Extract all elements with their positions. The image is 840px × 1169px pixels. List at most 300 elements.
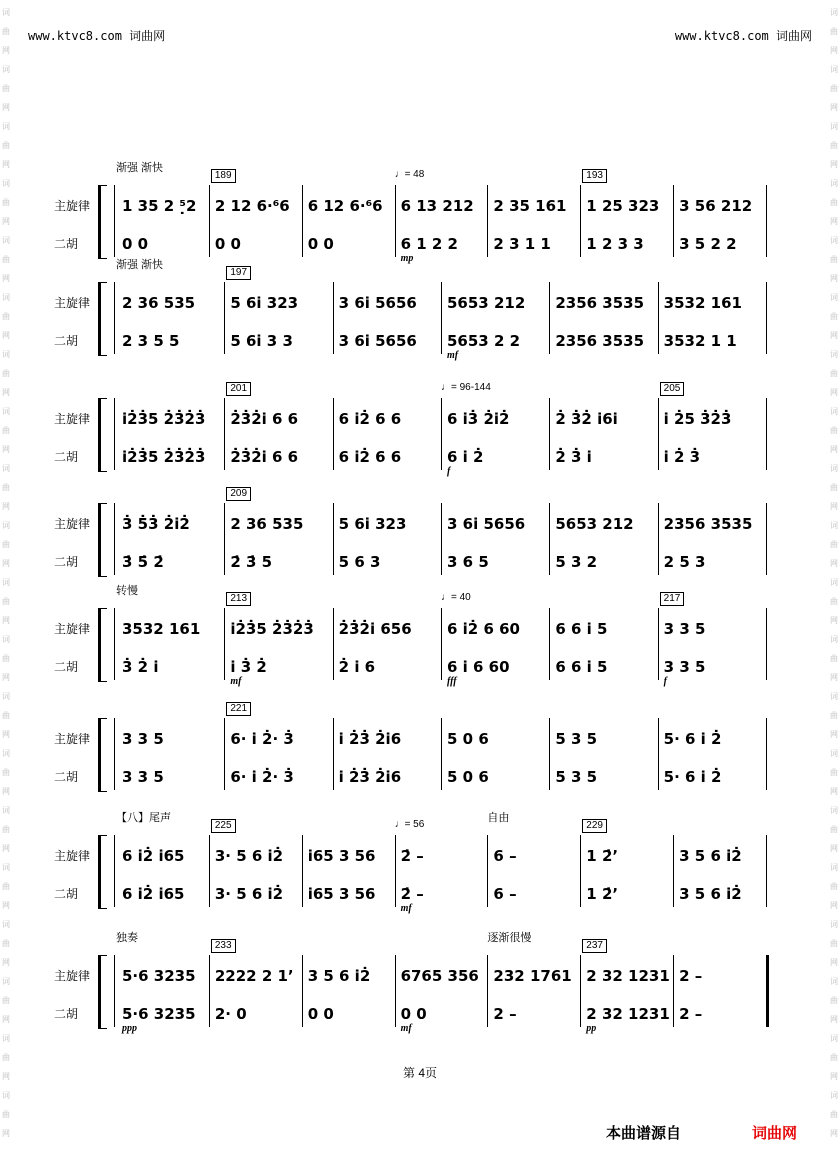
watermark-char: 词 xyxy=(830,464,838,473)
watermark-char: 词 xyxy=(2,65,10,74)
label-main-melody: 主旋律 xyxy=(54,517,91,531)
main-measure: 2356 3535 xyxy=(555,294,645,312)
erhu-measure: 2 – xyxy=(679,1005,703,1023)
main-measure: 3 6i 5656 xyxy=(338,294,417,312)
watermark-char: 网 xyxy=(2,388,10,397)
measure-number: 221 xyxy=(226,702,251,716)
erhu-measure: 0 0 xyxy=(400,1005,427,1023)
watermark-char: 网 xyxy=(830,331,838,340)
barline xyxy=(395,835,396,907)
header-site-right[interactable]: www.ktvc8.com 词曲网 xyxy=(674,29,812,43)
main-measure: 5·6 3235 xyxy=(122,967,196,985)
barline xyxy=(441,398,442,470)
watermark-char: 词 xyxy=(830,293,838,302)
erhu-measure: 2356 3535 xyxy=(555,332,645,350)
main-measure: 3 56 212 xyxy=(679,197,753,215)
expression-text: 转慢 xyxy=(116,585,138,597)
erhu-measure: 6 i 6 60 xyxy=(447,658,510,676)
watermark-char: 曲 xyxy=(2,1053,10,1062)
erhu-measure: 5 3 5 xyxy=(555,768,598,786)
watermark-char: 曲 xyxy=(2,483,10,492)
watermark-char: 网 xyxy=(2,331,10,340)
label-main-melody: 主旋律 xyxy=(54,296,91,310)
watermark-char: 网 xyxy=(830,1072,838,1081)
erhu-measure: 0 0 xyxy=(307,235,334,253)
barline xyxy=(658,608,659,680)
barline xyxy=(209,185,210,257)
watermark-char: 词 xyxy=(2,920,10,929)
barline xyxy=(766,955,769,1027)
watermark-char: 曲 xyxy=(2,141,10,150)
watermark-char: 网 xyxy=(2,46,10,55)
erhu-measure: 5 6 3 xyxy=(338,553,381,571)
erhu-measure: 6· i 2̇· 3̇ xyxy=(230,768,294,786)
expression-text: 逐渐很慢 xyxy=(487,932,532,944)
watermark-char: 曲 xyxy=(830,597,838,606)
system-brace xyxy=(98,185,107,259)
main-measure: 5653 212 xyxy=(555,515,634,533)
main-measure: 3 3 5 xyxy=(122,730,164,748)
watermark-char: 曲 xyxy=(2,939,10,948)
watermark-char: 词 xyxy=(830,806,838,815)
erhu-measure: 2̇ – xyxy=(400,885,424,903)
watermark-char: 曲 xyxy=(830,711,838,720)
tempo-marking: ♩= 56 xyxy=(394,819,425,830)
watermark-char: 曲 xyxy=(2,84,10,93)
erhu-measure: 2 3 1 1 xyxy=(493,235,551,253)
barline xyxy=(487,955,488,1027)
watermark-char: 词 xyxy=(830,407,838,416)
watermark-char: 网 xyxy=(830,445,838,454)
watermark-char: 词 xyxy=(2,578,10,587)
watermark-char: 词 xyxy=(2,1034,10,1043)
barline xyxy=(658,503,659,575)
watermark-char: 网 xyxy=(830,1129,838,1138)
barline xyxy=(441,503,442,575)
system-brace xyxy=(98,282,107,356)
system-brace xyxy=(98,503,107,577)
header-site-left[interactable]: www.ktvc8.com 词曲网 xyxy=(28,29,166,43)
dynamic-marking: mf xyxy=(400,1023,412,1034)
erhu-measure: 0 0 xyxy=(122,235,149,253)
watermark-char: 网 xyxy=(830,901,838,910)
main-measure: 2 35 161 xyxy=(493,197,567,215)
main-measure: 3 5 6 i2̇ xyxy=(307,967,371,985)
dynamic-marking: mf xyxy=(400,903,412,914)
watermark-char: 网 xyxy=(830,559,838,568)
watermark-char: 词 xyxy=(2,122,10,131)
measure-number: 205 xyxy=(660,382,685,396)
tempo-marking: ♩= 48 xyxy=(394,169,425,180)
main-measure: 2356 3535 xyxy=(663,515,753,533)
tempo-marking: ♩= 40 xyxy=(441,592,471,603)
barline xyxy=(209,955,210,1027)
watermark-char: 词 xyxy=(830,692,838,701)
watermark-char: 曲 xyxy=(830,825,838,834)
watermark-char: 网 xyxy=(830,103,838,112)
watermark-char: 网 xyxy=(830,388,838,397)
main-measure: 3̇ 5̇3̇ 2̇i2̇ xyxy=(122,515,190,533)
erhu-measure: i 3̇ 2̇ xyxy=(230,658,267,676)
barline xyxy=(580,955,581,1027)
watermark-char: 曲 xyxy=(2,996,10,1005)
watermark-char: 词 xyxy=(830,977,838,986)
watermark-char: 曲 xyxy=(2,198,10,207)
watermark-char: 网 xyxy=(2,559,10,568)
erhu-measure: 5 0 6 xyxy=(447,768,489,786)
main-measure: 5 0 6 xyxy=(447,730,489,748)
label-main-melody: 主旋律 xyxy=(54,622,91,636)
label-erhu: 二胡 xyxy=(54,555,79,569)
main-measure: i 2̇5 3̇2̇3̇ xyxy=(663,410,732,428)
barline xyxy=(333,282,334,354)
watermark-char: 词 xyxy=(2,806,10,815)
barline xyxy=(487,835,488,907)
barline xyxy=(114,835,115,907)
barline xyxy=(549,398,550,470)
watermark-char: 词 xyxy=(2,1091,10,1100)
barline xyxy=(114,282,115,354)
watermark-char: 词 xyxy=(830,920,838,929)
barline xyxy=(224,503,225,575)
barline xyxy=(549,608,550,680)
erhu-measure: 3 5 6 i2̇ xyxy=(679,885,742,903)
watermark-char: 曲 xyxy=(830,84,838,93)
tempo-marking: ♩= 96-144 xyxy=(441,382,491,393)
watermark-char: 网 xyxy=(830,787,838,796)
dynamic-marking: f xyxy=(663,676,667,687)
system-brace xyxy=(98,835,107,909)
watermark-char: 曲 xyxy=(830,426,838,435)
expression-text: 【八】尾声 xyxy=(116,812,171,824)
main-measure: i2̇3̇5 2̇3̇2̇3̇ xyxy=(230,620,314,638)
watermark-char: 曲 xyxy=(830,768,838,777)
erhu-measure: 2 – xyxy=(493,1005,517,1023)
barline xyxy=(766,718,767,790)
erhu-measure: 5 3 2 xyxy=(555,553,598,571)
watermark-char: 网 xyxy=(2,958,10,967)
watermark-char: 曲 xyxy=(2,255,10,264)
erhu-measure: 5 6i 3 3 xyxy=(230,332,293,350)
main-measure: 2 36 535 xyxy=(230,515,304,533)
erhu-measure: 6 – xyxy=(493,885,517,903)
main-measure: 232 1761 xyxy=(493,967,572,985)
watermark-char: 词 xyxy=(830,65,838,74)
barline xyxy=(224,398,225,470)
watermark-char: 网 xyxy=(830,673,838,682)
barline xyxy=(302,185,303,257)
main-measure: 6765 356 xyxy=(400,967,479,985)
watermark-char: 词 xyxy=(830,350,838,359)
barline xyxy=(658,282,659,354)
erhu-measure: 2 32 1231 xyxy=(586,1005,670,1023)
main-measure: 3· 5 6 i2̇ xyxy=(214,847,284,865)
label-main-melody: 主旋律 xyxy=(54,849,91,863)
watermark-char: 网 xyxy=(830,274,838,283)
barline xyxy=(333,718,334,790)
barline xyxy=(114,955,115,1027)
erhu-measure: 3 3 5 xyxy=(663,658,706,676)
barline xyxy=(114,503,115,575)
measure-number: 189 xyxy=(211,169,236,183)
barline xyxy=(224,608,225,680)
main-measure: 6 i2̇ 6 60 xyxy=(447,620,520,638)
erhu-measure: 2 3 5 5 xyxy=(122,332,180,350)
barline xyxy=(673,835,674,907)
watermark-char: 词 xyxy=(2,635,10,644)
erhu-measure: 2̇ 3̇ 5 xyxy=(230,553,273,571)
expression-text: 渐强 渐快 xyxy=(116,259,164,271)
barline xyxy=(114,608,115,680)
watermark-char: 网 xyxy=(2,445,10,454)
watermark-char: 网 xyxy=(830,1015,838,1024)
main-measure: 3532 161 xyxy=(663,294,742,312)
watermark-char: 网 xyxy=(2,730,10,739)
watermark-char: 曲 xyxy=(2,312,10,321)
label-erhu: 二胡 xyxy=(54,450,79,464)
watermark-char: 曲 xyxy=(2,369,10,378)
source-label: 本曲谱源自 xyxy=(606,1125,682,1142)
watermark-char: 网 xyxy=(2,217,10,226)
watermark-char: 曲 xyxy=(830,369,838,378)
main-measure: 2 12 6·⁶6 xyxy=(214,197,290,215)
barline xyxy=(673,955,674,1027)
barline xyxy=(766,282,767,354)
watermark-char: 网 xyxy=(830,46,838,55)
main-measure: 6 i2̇ i65 xyxy=(122,847,185,865)
watermark-char: 词 xyxy=(830,8,838,17)
erhu-measure: i65 3 56 xyxy=(307,885,376,903)
watermark-char: 词 xyxy=(2,293,10,302)
label-erhu: 二胡 xyxy=(54,660,79,674)
main-measure: i65 3 56 xyxy=(307,847,376,865)
watermark-char: 曲 xyxy=(830,141,838,150)
barline xyxy=(114,718,115,790)
system-brace xyxy=(98,718,107,792)
main-measure: 5· 6 i 2̇ xyxy=(663,730,722,748)
main-measure: 1 2̇’ xyxy=(586,847,619,865)
dynamic-marking: pp xyxy=(586,1023,597,1034)
main-measure: 6 6 i 5 xyxy=(555,620,608,638)
watermark-char: 词 xyxy=(830,635,838,644)
measure-number: 201 xyxy=(226,382,251,396)
main-measure: 2̇ 3̇2̇ i6i xyxy=(555,410,618,428)
score-system xyxy=(0,812,840,914)
watermark-char: 网 xyxy=(830,616,838,625)
main-measure: 3 3 5 xyxy=(663,620,706,638)
barline xyxy=(333,608,334,680)
barline xyxy=(114,398,115,470)
barline xyxy=(673,185,674,257)
watermark-char: 网 xyxy=(2,103,10,112)
score-system xyxy=(0,259,840,361)
measure-number: 213 xyxy=(226,592,251,606)
watermark-char: 曲 xyxy=(2,597,10,606)
watermark-char: 曲 xyxy=(830,483,838,492)
barline xyxy=(302,955,303,1027)
erhu-measure: i 2̇3̇ 2̇i6 xyxy=(338,768,402,786)
watermark-char: 曲 xyxy=(2,540,10,549)
system-brace xyxy=(98,955,107,1029)
erhu-measure: 3 5 2 2 xyxy=(679,235,737,253)
main-measure: 6 – xyxy=(493,847,517,865)
main-measure: i2̇3̇5 2̇3̇2̇3̇ xyxy=(122,410,206,428)
barline xyxy=(580,835,581,907)
erhu-measure: 3 6i 5656 xyxy=(338,332,417,350)
barline xyxy=(441,608,442,680)
barline xyxy=(224,282,225,354)
watermark-char: 词 xyxy=(2,8,10,17)
watermark-char: 词 xyxy=(2,179,10,188)
watermark-char: 网 xyxy=(2,616,10,625)
measure-number: 193 xyxy=(582,169,607,183)
watermark-char: 词 xyxy=(2,407,10,416)
brand-link[interactable]: 词曲网 xyxy=(752,1125,798,1142)
main-measure: i 2̇3̇ 2̇i6 xyxy=(338,730,402,748)
watermark-char: 曲 xyxy=(2,27,10,36)
erhu-measure: 3 3 5 xyxy=(122,768,164,786)
dynamic-marking: ppp xyxy=(122,1023,137,1034)
main-measure: 6 i2̇ 6 6 xyxy=(338,410,402,428)
watermark-char: 网 xyxy=(2,274,10,283)
erhu-measure: 1 2 3 3 xyxy=(586,235,644,253)
main-measure: 2̇3̇2̇i 6 6 xyxy=(230,410,299,428)
dynamic-marking: fff xyxy=(447,676,457,687)
watermark-char: 词 xyxy=(830,863,838,872)
barline xyxy=(549,718,550,790)
erhu-measure: 6 i 2̇ xyxy=(447,448,484,466)
watermark-char: 曲 xyxy=(2,426,10,435)
watermark-char: 网 xyxy=(2,502,10,511)
measure-number: 209 xyxy=(226,487,251,501)
watermark-char: 曲 xyxy=(830,198,838,207)
main-measure: 5 6i 323 xyxy=(338,515,407,533)
watermark-char: 网 xyxy=(830,730,838,739)
barline xyxy=(766,398,767,470)
barline xyxy=(549,503,550,575)
erhu-measure: 3 6 5 xyxy=(447,553,489,571)
label-main-melody: 主旋律 xyxy=(54,412,91,426)
label-erhu: 二胡 xyxy=(54,770,79,784)
watermark-char: 词 xyxy=(2,464,10,473)
barline xyxy=(395,955,396,1027)
watermark-char: 曲 xyxy=(2,654,10,663)
system-brace xyxy=(98,608,107,682)
watermark-char: 词 xyxy=(2,350,10,359)
watermark-char: 曲 xyxy=(830,939,838,948)
label-erhu: 二胡 xyxy=(54,887,79,901)
watermark-char: 曲 xyxy=(830,1110,838,1119)
erhu-measure: 5·6 3235 xyxy=(122,1005,196,1023)
main-measure: 3 6i 5656 xyxy=(447,515,526,533)
erhu-measure: 5· 6 i 2̇ xyxy=(663,768,722,786)
label-main-melody: 主旋律 xyxy=(54,732,91,746)
label-main-melody: 主旋律 xyxy=(54,199,91,213)
main-measure: 2222 2 1’ xyxy=(214,967,294,985)
barline xyxy=(487,185,488,257)
main-measure: 5 3 5 xyxy=(555,730,598,748)
watermark-char: 网 xyxy=(2,1129,10,1138)
barline xyxy=(766,503,767,575)
watermark-char: 曲 xyxy=(830,540,838,549)
watermark-char: 网 xyxy=(2,787,10,796)
measure-number: 225 xyxy=(211,819,236,833)
main-measure: 3 5 6 i2̇ xyxy=(679,847,742,865)
barline xyxy=(209,835,210,907)
erhu-measure: 3532 1 1 xyxy=(663,332,737,350)
score-system xyxy=(0,703,840,790)
erhu-measure: 0 0 xyxy=(307,1005,334,1023)
watermark-char: 词 xyxy=(2,236,10,245)
score-system xyxy=(0,585,840,687)
erhu-measure: 6 6 i 5 xyxy=(555,658,608,676)
main-measure: 6· i 2̇· 3̇ xyxy=(230,730,294,748)
main-measure: 2̇ – xyxy=(400,847,424,865)
watermark-char: 曲 xyxy=(2,1110,10,1119)
watermark-char: 词 xyxy=(830,1091,838,1100)
system-brace xyxy=(98,398,107,472)
erhu-measure: 6 1 2 2 xyxy=(400,235,458,253)
watermark-char: 网 xyxy=(2,901,10,910)
watermark-char: 曲 xyxy=(2,882,10,891)
measure-number: 229 xyxy=(582,819,607,833)
watermark-char: 词 xyxy=(830,521,838,530)
erhu-measure: 2 5 3 xyxy=(663,553,706,571)
erhu-measure: 2̇3̇2̇i 6 6 xyxy=(230,448,299,466)
label-main-melody: 主旋律 xyxy=(54,969,91,983)
watermark-char: 网 xyxy=(830,844,838,853)
erhu-measure: 2̇ i 6 xyxy=(338,658,376,676)
barline xyxy=(658,718,659,790)
watermark-char: 网 xyxy=(2,1072,10,1081)
watermark-char: 曲 xyxy=(830,312,838,321)
erhu-measure: 3̇ 2̇ i xyxy=(122,658,159,676)
barline xyxy=(441,282,442,354)
barline xyxy=(395,185,396,257)
dynamic-marking: mf xyxy=(447,350,459,361)
watermark-char: 网 xyxy=(830,217,838,226)
barline xyxy=(658,398,659,470)
main-measure: 6 13 212 xyxy=(400,197,474,215)
watermark-char: 曲 xyxy=(2,825,10,834)
erhu-measure: 2· 0 xyxy=(214,1005,247,1023)
watermark-char: 曲 xyxy=(830,654,838,663)
watermark-char: 曲 xyxy=(2,711,10,720)
expression-text: 自由 xyxy=(487,812,510,824)
watermark-char: 网 xyxy=(830,958,838,967)
watermark-char: 曲 xyxy=(2,768,10,777)
erhu-measure: i2̇3̇5 2̇3̇2̇3̇ xyxy=(122,448,206,466)
measure-number: 197 xyxy=(226,266,251,280)
erhu-measure: 3̇ 5̇ 2̇ xyxy=(122,553,164,571)
main-measure: 2 36 535 xyxy=(122,294,196,312)
watermark-char: 词 xyxy=(2,521,10,530)
main-measure: 2̇3̇2̇i 656 xyxy=(338,620,412,638)
watermark-char: 词 xyxy=(830,1034,838,1043)
erhu-measure: 5653 2 2 xyxy=(447,332,521,350)
watermark-char: 词 xyxy=(830,179,838,188)
dynamic-marking: mf xyxy=(230,676,242,687)
watermark-char: 曲 xyxy=(830,1053,838,1062)
dynamic-marking: f xyxy=(447,466,451,477)
label-erhu: 二胡 xyxy=(54,1007,79,1021)
main-measure: 6 12 6·⁶6 xyxy=(307,197,383,215)
erhu-measure: 1 2̇’ xyxy=(586,885,619,903)
watermark-char: 词 xyxy=(830,236,838,245)
expression-text: 渐强 渐快 xyxy=(116,162,164,174)
barline xyxy=(224,718,225,790)
erhu-measure: 6 i2̇ 6 6 xyxy=(338,448,402,466)
